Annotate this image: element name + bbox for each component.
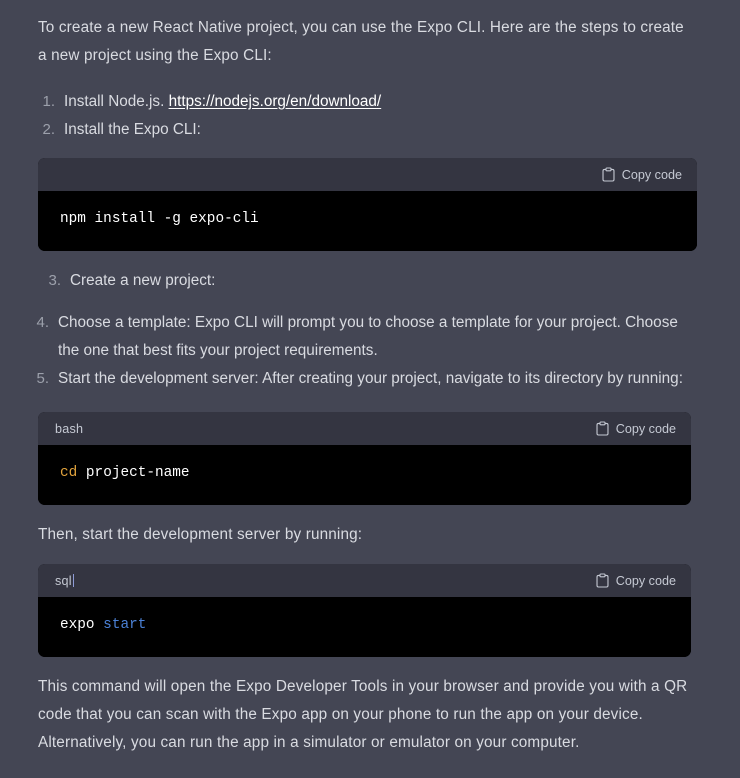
code-language-label: bash — [55, 421, 84, 436]
list-marker: 1. — [42, 93, 55, 110]
copy-code-button[interactable] — [602, 167, 682, 182]
code-language-label — [55, 574, 74, 588]
closing-paragraph: This command will open the Expo Developer Tools in your browser and provide you with a QR code that you can scan with the Expo app on your phone to run the app on your device. Alternatively, you can run the app in a simulator or emulator on your computer. — [38, 678, 688, 751]
list-item-text: Start the development server: After creating your project, navigate to its directory by running: — [58, 370, 683, 387]
code-block-header — [38, 564, 691, 597]
list-marker: 2. — [42, 121, 55, 138]
list-marker: 4. — [36, 314, 49, 331]
code-token-keyword: start — [94, 617, 147, 633]
copy-code-label: Copy code — [615, 421, 676, 436]
list-item — [0, 116, 740, 144]
list-item — [0, 309, 740, 365]
list-item-label: Install Node.js. — [64, 93, 169, 110]
copy-code-label: Copy code — [615, 573, 676, 588]
code-content[interactable] — [38, 597, 691, 657]
list-item — [0, 267, 740, 295]
list-item — [0, 365, 740, 393]
steps-list-a — [0, 88, 740, 144]
code-block-header — [38, 158, 697, 191]
steps-list-c — [0, 309, 740, 393]
code-token: expo — [60, 617, 95, 633]
list-item-text: Install the Expo CLI: — [64, 121, 201, 138]
mid-paragraph: Then, start the development server by running: — [38, 526, 363, 543]
code-block-expo-start — [38, 564, 691, 657]
code-language-text: sql — [55, 573, 72, 588]
code-token-keyword: cd — [60, 465, 78, 481]
code-token: npm install -g expo-cli — [60, 211, 259, 227]
steps-list-b — [0, 267, 740, 295]
list-item-text: Create a new project: — [70, 272, 216, 289]
intro-paragraph: To create a new React Native project, you can use the Expo CLI. Here are the steps to create a new project using the Expo CLI: — [38, 19, 684, 64]
code-content[interactable] — [38, 191, 697, 251]
list-item-text: Choose a template: Expo CLI will prompt you to choose a template for your project. Choose the one that best fits your project requirements. — [58, 314, 678, 359]
code-block-cd-project — [38, 412, 691, 505]
clipboard-icon — [596, 573, 609, 588]
code-token: project-name — [77, 465, 190, 481]
list-item-text — [64, 88, 696, 116]
list-item — [0, 88, 740, 116]
code-block-npm-install — [38, 158, 697, 251]
clipboard-icon — [602, 167, 615, 182]
list-marker: 5. — [36, 370, 49, 387]
nodejs-download-link[interactable]: https://nodejs.org/en/download/ — [168, 93, 382, 110]
text-caret — [73, 574, 74, 587]
code-content[interactable] — [38, 445, 691, 505]
copy-code-button[interactable] — [596, 421, 676, 436]
code-block-header — [38, 412, 691, 445]
copy-code-label: Copy code — [621, 167, 682, 182]
list-marker: 3. — [48, 272, 61, 289]
copy-code-button[interactable] — [596, 573, 676, 588]
clipboard-icon — [596, 421, 609, 436]
